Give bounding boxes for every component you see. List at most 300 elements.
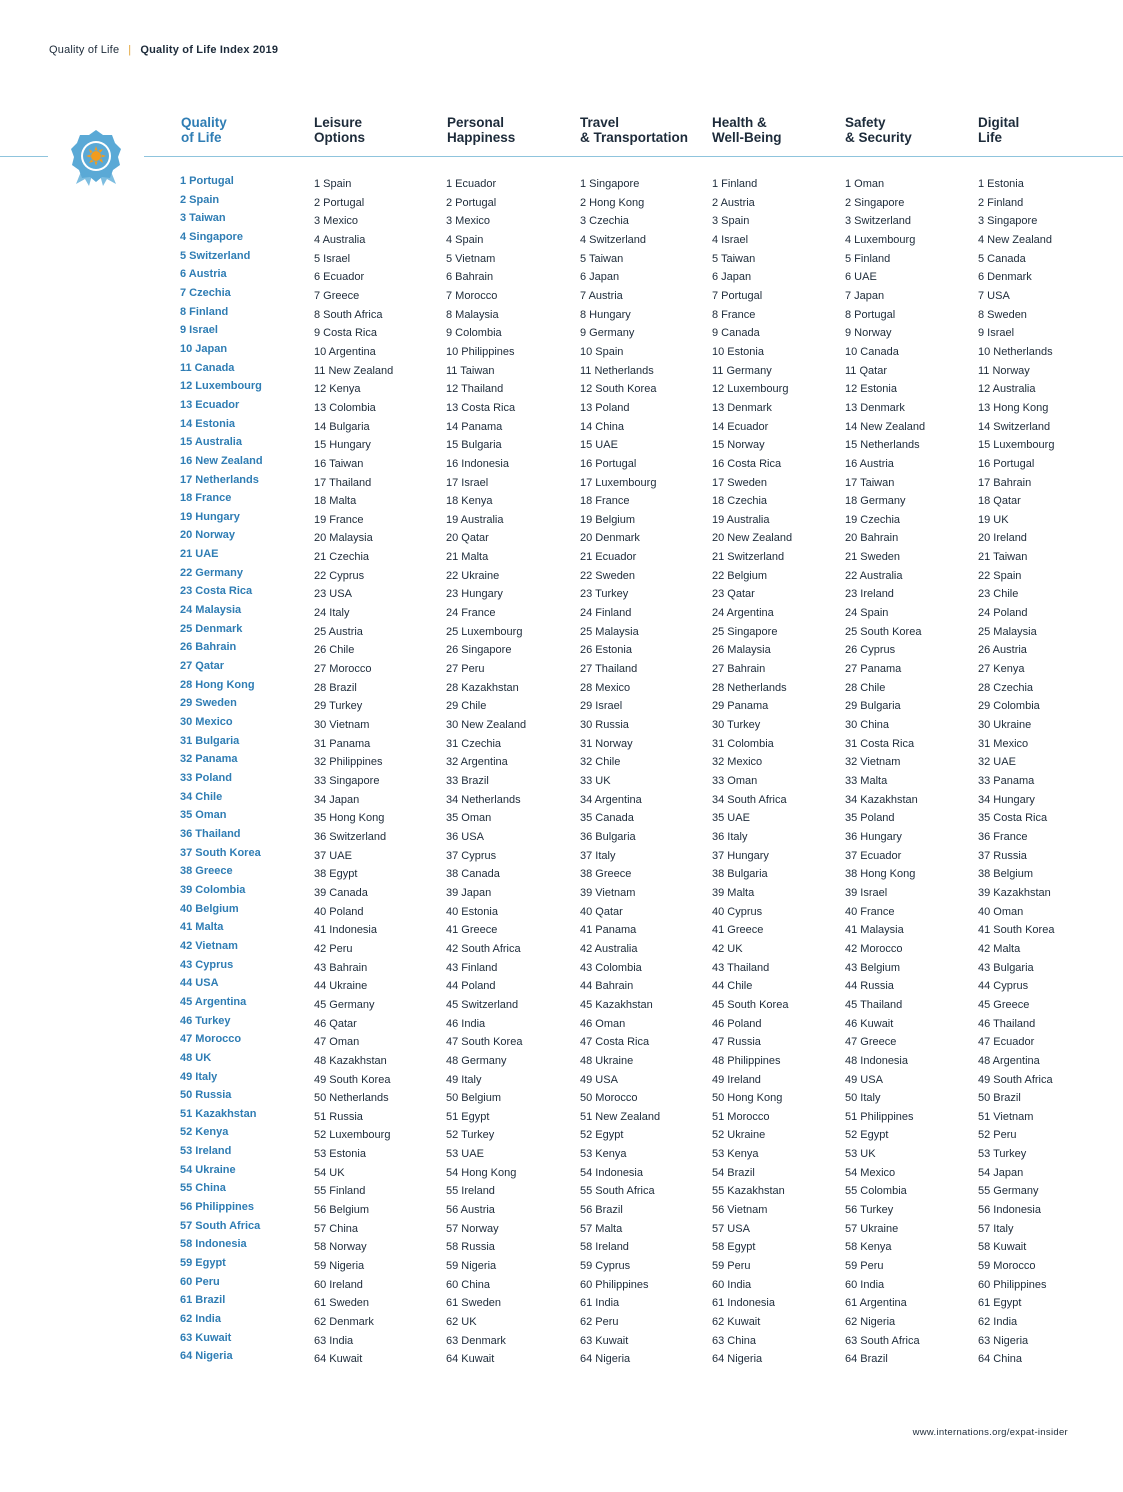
ranking-item: 20 Malaysia — [314, 532, 373, 545]
ranking-item: 43 Thailand — [712, 961, 770, 974]
column-title-line: Happiness — [447, 129, 516, 145]
ranking-item: 26 Estonia — [580, 644, 632, 657]
ranking-item: 35 Costa Rica — [978, 812, 1048, 825]
ranking-item: 8 Sweden — [978, 308, 1027, 321]
ranking-item: 10 Netherlands — [978, 345, 1053, 358]
ranking-item: 44 Poland — [446, 980, 496, 993]
ranking-item: 58 Kuwait — [978, 1241, 1027, 1254]
ranking-item: 39 Israel — [845, 886, 888, 899]
ranking-item: 62 Nigeria — [845, 1316, 896, 1329]
column-header-health-well-being — [712, 116, 782, 145]
ranking-item: 61 Argentina — [845, 1297, 907, 1310]
ranking-item: 24 Argentina — [712, 607, 774, 620]
ranking-item: 1 Singapore — [580, 178, 640, 190]
ranking-item: 27 Morocco — [314, 663, 372, 676]
ranking-item: 52 Peru — [978, 1129, 1017, 1142]
ranking-item: 58 Kenya — [845, 1241, 892, 1254]
ranking-item: 13 Hong Kong — [978, 401, 1049, 414]
ranking-item: 53 Kenya — [580, 1148, 627, 1161]
ranking-item: 62 Peru — [580, 1316, 619, 1329]
ranking-item: 3 Switzerland — [845, 215, 912, 228]
ranking-item: 19 UK — [978, 513, 1009, 526]
ranking-item: 21 Czechia — [314, 551, 370, 564]
column-header-quality-of-life — [181, 116, 227, 145]
ranking-item: 49 USA — [580, 1073, 618, 1086]
ranking-item: 54 Mexico — [845, 1166, 896, 1179]
ranking-item: 11 Netherlands — [580, 364, 654, 377]
ranking-item: 45 Kazakhstan — [580, 998, 653, 1011]
ranking-item: 38 Hong Kong — [845, 868, 916, 881]
ranking-item: 61 Indonesia — [712, 1297, 775, 1310]
ranking-item: 46 Poland — [712, 1017, 762, 1030]
column-title-line: & Security — [845, 129, 912, 145]
ranking-item: 14 Ecuador — [712, 420, 769, 433]
ranking-item: 57 Malta — [580, 1222, 623, 1235]
ranking-item: 48 Kazakhstan — [314, 1054, 387, 1067]
ranking-item: 15 UAE — [580, 439, 618, 452]
ranking-item: 46 Kuwait — [845, 1017, 894, 1030]
ranking-item: 43 Finland — [446, 961, 498, 974]
ranking-item: 6 Japan — [580, 271, 620, 284]
ranking-item: 64 China — [978, 1353, 1023, 1366]
ranking-item: 6 Denmark — [978, 271, 1032, 284]
ranking-item: 56 Philippines — [180, 1201, 254, 1214]
ranking-item: 56 Indonesia — [978, 1204, 1041, 1217]
column-title-line: Quality — [181, 115, 227, 130]
ranking-item: 12 South Korea — [580, 383, 657, 396]
ranking-item: 17 Israel — [446, 476, 489, 489]
ranking-item: 18 France — [180, 492, 232, 505]
ranking-item: 33 Singapore — [314, 775, 380, 787]
ranking-item: 46 Oman — [580, 1017, 626, 1030]
ranking-item: 43 Belgium — [845, 961, 901, 974]
ranking-item: 38 Belgium — [978, 868, 1034, 881]
column-header-personal-happiness — [447, 116, 515, 145]
ranking-item: 31 Costa Rica — [845, 737, 915, 750]
ranking-item: 22 Sweden — [580, 569, 636, 582]
ranking-item: 36 Hungary — [845, 830, 902, 843]
column-title-line: Options — [314, 129, 365, 145]
ranking-item: 21 Ecuador — [580, 551, 637, 564]
ranking-item: 38 Greece — [580, 868, 632, 881]
ranking-item: 51 Philippines — [845, 1110, 914, 1123]
column-title-line: Safety — [845, 115, 886, 130]
ranking-item: 47 Costa Rica — [580, 1036, 650, 1049]
ranking-item: 41 Greece — [446, 924, 498, 937]
ranking-item: 7 Greece — [314, 289, 360, 302]
ranking-item: 15 Hungary — [314, 439, 371, 452]
ranking-item: 36 USA — [446, 830, 484, 843]
ranking-item: 19 France — [314, 513, 364, 526]
ranking-item: 28 Netherlands — [712, 681, 787, 694]
ranking-item: 16 Austria — [845, 457, 894, 470]
ranking-item: 25 Malaysia — [580, 625, 639, 638]
ranking-item: 23 Ireland — [845, 588, 894, 601]
column-header-travel-transportation — [580, 116, 688, 145]
ranking-item: 63 Denmark — [446, 1334, 506, 1347]
ranking-item: 17 Bahrain — [978, 476, 1032, 489]
ranking-item: 45 South Korea — [712, 998, 789, 1011]
ranking-item: 29 Turkey — [314, 700, 363, 713]
ranking-item: 42 South Africa — [446, 942, 521, 955]
ranking-item: 32 Mexico — [712, 756, 763, 769]
ranking-item: 14 Bulgaria — [314, 420, 370, 433]
ranking-item: 37 Ecuador — [845, 849, 902, 862]
column-title-line: of Life — [181, 129, 222, 145]
ranking-item: 45 Germany — [314, 998, 375, 1011]
ranking-item: 44 Chile — [712, 980, 753, 993]
ranking-item: 23 USA — [314, 588, 352, 601]
ranking-item: 48 Germany — [446, 1054, 507, 1067]
ranking-item: 14 Estonia — [180, 417, 236, 430]
ranking-item: 64 Kuwait — [446, 1353, 495, 1366]
ranking-item: 28 Hong Kong — [180, 678, 255, 691]
ranking-item: 54 Hong Kong — [446, 1166, 517, 1179]
ranking-item: 18 France — [580, 495, 630, 508]
ranking-item: 31 Bulgaria — [180, 734, 240, 747]
ranking-item: 47 Oman — [314, 1036, 360, 1049]
ranking-item: 53 UK — [845, 1148, 876, 1161]
ranking-item: 62 India — [978, 1316, 1018, 1329]
ranking-item: 3 Mexico — [446, 215, 491, 228]
ranking-item: 51 Morocco — [712, 1110, 770, 1123]
ranking-item: 3 Taiwan — [180, 212, 226, 225]
ranking-item: 10 Argentina — [314, 345, 376, 358]
ranking-item: 25 Austria — [314, 625, 363, 638]
ranking-item: 16 Costa Rica — [712, 457, 782, 470]
header-rule-right — [144, 156, 1123, 157]
ranking-item: 23 Costa Rica — [180, 585, 253, 598]
ranking-item: 47 Morocco — [180, 1033, 242, 1046]
ranking-item: 43 Bulgaria — [978, 961, 1034, 974]
ranking-item: 15 Bulgaria — [446, 439, 502, 452]
ranking-item: 61 Sweden — [314, 1297, 370, 1310]
ranking-item: 11 New Zealand — [314, 364, 394, 377]
ranking-item: 18 Germany — [845, 495, 906, 508]
ranking-item: 27 Peru — [446, 663, 485, 676]
ranking-item: 35 Oman — [446, 812, 492, 825]
ranking-item: 29 Panama — [712, 700, 769, 713]
ranking-item: 58 Ireland — [580, 1241, 629, 1254]
ranking-item: 44 Ukraine — [314, 980, 368, 993]
ranking-item: 60 Philippines — [580, 1278, 649, 1291]
ranking-item: 1 Oman — [845, 178, 885, 190]
ranking-item: 45 Argentina — [180, 995, 247, 1008]
ranking-item: 3 Spain — [712, 215, 750, 228]
ranking-item: 5 Israel — [314, 252, 351, 265]
ranking-item: 64 Nigeria — [180, 1350, 233, 1363]
ranking-item: 54 Brazil — [712, 1166, 755, 1179]
ranking-item: 49 Italy — [446, 1073, 482, 1086]
ranking-item: 50 Morocco — [580, 1092, 638, 1105]
ranking-item: 12 Kenya — [314, 383, 361, 396]
ranking-item: 24 Italy — [314, 607, 350, 620]
ranking-item: 16 Taiwan — [314, 457, 364, 470]
ranking-item: 10 Spain — [580, 345, 624, 358]
ranking-item: 13 Poland — [580, 401, 630, 414]
ranking-item: 4 Australia — [314, 233, 366, 246]
ranking-item: 15 Norway — [712, 439, 765, 452]
ranking-item: 16 Indonesia — [446, 457, 509, 470]
ranking-item: 55 China — [180, 1182, 226, 1195]
ranking-list-quality-of-life — [180, 172, 263, 1366]
ranking-item: 27 Qatar — [180, 660, 225, 673]
ranking-item: 26 Singapore — [446, 644, 512, 657]
ranking-item: 4 New Zealand — [978, 233, 1052, 246]
ranking-item: 54 UK — [314, 1166, 345, 1179]
ranking-item: 21 Taiwan — [978, 551, 1028, 564]
header-separator: | — [128, 44, 132, 56]
ranking-item: 8 Malaysia — [446, 308, 499, 321]
ranking-item: 56 Austria — [446, 1204, 495, 1217]
ranking-item: 60 China — [446, 1278, 491, 1291]
ranking-item: 18 Kenya — [446, 495, 493, 508]
ranking-item: 11 Canada — [180, 361, 235, 374]
ranking-item: 48 Indonesia — [845, 1054, 908, 1067]
ranking-item: 19 Czechia — [845, 513, 901, 526]
ranking-item: 62 Kuwait — [712, 1316, 761, 1329]
ranking-item: 40 France — [845, 905, 895, 918]
column-title-line: Leisure — [314, 115, 363, 130]
ranking-item: 28 Czechia — [978, 681, 1034, 694]
ranking-item: 59 Nigeria — [446, 1260, 497, 1273]
ranking-item: 36 Switzerland — [314, 830, 387, 843]
ranking-item: 55 Colombia — [845, 1185, 907, 1198]
ranking-item: 48 Argentina — [978, 1054, 1040, 1067]
ranking-item: 23 Hungary — [446, 588, 503, 601]
column-header-safety-security — [845, 116, 912, 145]
ranking-list-personal-happiness — [446, 175, 526, 1369]
ranking-item: 14 New Zealand — [845, 420, 926, 433]
ranking-item: 47 South Korea — [446, 1036, 523, 1049]
column-title-line: Well-Being — [712, 129, 782, 145]
ranking-item: 18 Malta — [314, 495, 357, 508]
ranking-item: 60 Ireland — [314, 1278, 363, 1291]
ranking-item: 20 Norway — [180, 529, 236, 542]
ranking-item: 55 South Africa — [580, 1185, 655, 1198]
ranking-item: 30 Russia — [580, 719, 629, 732]
ranking-item: 22 Germany — [180, 566, 243, 579]
ranking-item: 32 Panama — [180, 753, 238, 766]
ranking-item: 54 Indonesia — [580, 1166, 643, 1179]
ranking-item: 14 China — [580, 420, 625, 433]
ranking-item: 5 Switzerland — [180, 249, 251, 262]
ranking-item: 61 Egypt — [978, 1297, 1022, 1310]
ranking-item: 16 Portugal — [580, 457, 637, 470]
ranking-item: 4 Singapore — [180, 230, 243, 243]
ranking-item: 43 Bahrain — [314, 961, 368, 974]
ranking-item: 56 Vietnam — [712, 1204, 768, 1217]
ranking-item: 19 Australia — [712, 513, 770, 526]
ranking-list-health-well-being — [712, 175, 792, 1369]
ranking-item: 2 Spain — [180, 193, 220, 206]
ranking-item: 45 Switzerland — [446, 998, 519, 1011]
ranking-item: 59 Peru — [712, 1260, 751, 1273]
ranking-item: 37 UAE — [314, 849, 352, 862]
ranking-item: 38 Egypt — [314, 868, 358, 881]
ranking-item: 2 Finland — [978, 196, 1024, 209]
ranking-item: 50 Hong Kong — [712, 1092, 783, 1105]
ranking-item: 9 Costa Rica — [314, 327, 377, 340]
ranking-item: 4 Spain — [446, 233, 484, 246]
ranking-list-digital-life — [978, 175, 1054, 1369]
ranking-item: 13 Denmark — [712, 401, 772, 414]
ranking-item: 4 Switzerland — [580, 233, 647, 246]
ranking-item: 55 Finland — [314, 1185, 366, 1198]
ranking-item: 56 Belgium — [314, 1204, 370, 1217]
ranking-item: 32 Vietnam — [845, 756, 901, 769]
ranking-item: 63 Kuwait — [580, 1334, 629, 1347]
ranking-item: 32 Chile — [580, 756, 621, 769]
ranking-item: 61 India — [580, 1297, 620, 1310]
ranking-item: 53 Kenya — [712, 1148, 759, 1161]
ranking-item: 19 Hungary — [180, 510, 240, 523]
ranking-item: 34 Kazakhstan — [845, 793, 918, 806]
ranking-item: 6 Japan — [712, 271, 752, 284]
ranking-item: 5 Taiwan — [712, 252, 756, 265]
ranking-item: 34 Japan — [314, 793, 360, 806]
ranking-item: 24 France — [446, 607, 496, 620]
ranking-item: 7 Japan — [845, 289, 885, 302]
page-header — [49, 44, 278, 56]
ranking-item: 7 Austria — [580, 289, 623, 302]
ranking-item: 30 Ukraine — [978, 719, 1032, 732]
ranking-item: 39 Kazakhstan — [978, 886, 1051, 899]
ranking-item: 46 Thailand — [978, 1017, 1036, 1030]
ranking-item: 36 France — [978, 830, 1028, 843]
ranking-item: 11 Taiwan — [446, 364, 495, 377]
ranking-item: 19 Australia — [446, 513, 504, 526]
ranking-item: 17 Thailand — [314, 476, 372, 489]
ranking-item: 53 Ireland — [180, 1145, 232, 1158]
ranking-item: 49 Italy — [180, 1070, 218, 1083]
column-header-leisure-options — [314, 116, 365, 145]
ranking-item: 3 Czechia — [580, 215, 629, 228]
ranking-item: 42 UK — [712, 942, 743, 955]
ranking-item: 9 Canada — [712, 327, 760, 340]
ranking-item: 39 Malta — [712, 886, 755, 899]
ranking-item: 5 Taiwan — [580, 252, 624, 265]
ranking-item: 7 Czechia — [180, 286, 231, 299]
ranking-item: 31 Panama — [314, 737, 371, 750]
ranking-item: 21 Sweden — [845, 551, 901, 564]
ranking-item: 1 Estonia — [978, 178, 1024, 190]
column-header-digital-life — [978, 116, 1019, 145]
ranking-item: 53 Turkey — [978, 1148, 1027, 1161]
ranking-item: 8 Portugal — [845, 308, 896, 321]
ranking-item: 61 Brazil — [180, 1294, 226, 1307]
ranking-item: 37 South Korea — [180, 846, 261, 859]
ranking-item: 52 Turkey — [446, 1129, 495, 1142]
ranking-item: 2 Austria — [712, 196, 755, 209]
ranking-item: 11 Germany — [712, 364, 772, 377]
ranking-item: 10 Philippines — [446, 345, 515, 358]
ranking-item: 35 UAE — [712, 812, 750, 825]
ranking-item: 47 Greece — [845, 1036, 897, 1049]
ranking-item: 50 Russia — [180, 1089, 232, 1102]
ranking-item: 50 Italy — [845, 1092, 881, 1105]
ranking-item: 12 Luxembourg — [180, 380, 262, 393]
ranking-item: 55 Ireland — [446, 1185, 495, 1198]
ranking-item: 22 Australia — [845, 569, 903, 582]
ranking-item: 49 South Africa — [978, 1073, 1053, 1086]
ranking-item: 9 Israel — [978, 327, 1015, 340]
ranking-item: 41 South Korea — [978, 924, 1055, 937]
ranking-item: 18 Czechia — [712, 495, 768, 508]
ranking-item: 4 Israel — [712, 233, 749, 246]
ranking-item: 4 Luxembourg — [845, 233, 916, 246]
ranking-item: 49 USA — [845, 1073, 883, 1086]
ranking-item: 40 Oman — [978, 905, 1024, 918]
ranking-item: 42 Peru — [314, 942, 353, 955]
ranking-item: 46 Turkey — [180, 1014, 231, 1027]
ranking-item: 7 Morocco — [446, 289, 498, 302]
ranking-item: 64 Brazil — [845, 1353, 888, 1366]
ranking-item: 64 Nigeria — [712, 1353, 763, 1366]
ranking-item: 27 Kenya — [978, 663, 1025, 676]
ranking-item: 36 Bulgaria — [580, 830, 636, 843]
ranking-item: 13 Denmark — [845, 401, 905, 414]
ranking-item: 20 Denmark — [580, 532, 640, 545]
ranking-item: 1 Finland — [712, 178, 758, 190]
ranking-item: 2 Portugal — [446, 196, 497, 209]
ranking-item: 38 Greece — [180, 865, 233, 878]
ranking-item: 57 Norway — [446, 1222, 499, 1235]
ranking-item: 28 Kazakhstan — [446, 681, 519, 694]
ranking-item: 59 Morocco — [978, 1260, 1036, 1273]
ranking-item: 42 Vietnam — [180, 939, 238, 952]
footer-url: www.internations.org/expat-insider — [912, 1427, 1068, 1438]
ranking-item: 53 Estonia — [314, 1148, 366, 1161]
ranking-item: 40 Cyprus — [712, 905, 763, 918]
ranking-item: 44 USA — [180, 977, 219, 990]
column-title-line: Health & — [712, 115, 767, 130]
ranking-item: 1 Spain — [314, 178, 352, 190]
column-title-line: Digital — [978, 115, 1020, 130]
ranking-item: 8 South Africa — [314, 308, 383, 321]
ranking-item: 59 Peru — [845, 1260, 884, 1273]
ranking-item: 29 Sweden — [180, 697, 237, 710]
ranking-item: 25 Singapore — [712, 625, 778, 638]
ranking-item: 38 Bulgaria — [712, 868, 768, 881]
ranking-item: 37 Russia — [978, 849, 1027, 862]
ranking-item: 57 China — [314, 1222, 359, 1235]
ranking-item: 58 Norway — [314, 1241, 367, 1254]
ranking-item: 33 Brazil — [446, 775, 489, 787]
ranking-item: 25 Luxembourg — [446, 625, 523, 638]
ranking-item: 6 UAE — [845, 271, 877, 284]
ranking-item: 37 Cyprus — [446, 849, 497, 862]
ranking-item: 42 Morocco — [845, 942, 903, 955]
ranking-item: 40 Poland — [314, 905, 364, 918]
ranking-item: 14 Panama — [446, 420, 503, 433]
ranking-item: 7 Portugal — [712, 289, 763, 302]
ranking-item: 52 Luxembourg — [314, 1129, 391, 1142]
ranking-item: 34 Hungary — [978, 793, 1035, 806]
ranking-item: 15 Netherlands — [845, 439, 920, 452]
ranking-item: 29 Bulgaria — [845, 700, 901, 713]
ranking-item: 19 Belgium — [580, 513, 636, 526]
ranking-item: 59 Cyprus — [580, 1260, 631, 1273]
ranking-item: 8 France — [712, 308, 756, 321]
ranking-item: 24 Finland — [580, 607, 632, 620]
ranking-item: 11 Qatar — [845, 364, 887, 377]
ranking-item: 60 Philippines — [978, 1278, 1047, 1291]
ranking-item: 17 Netherlands — [180, 473, 259, 486]
ranking-item: 37 Italy — [580, 849, 616, 862]
ranking-item: 12 Australia — [978, 383, 1036, 396]
ranking-item: 34 Argentina — [580, 793, 642, 806]
